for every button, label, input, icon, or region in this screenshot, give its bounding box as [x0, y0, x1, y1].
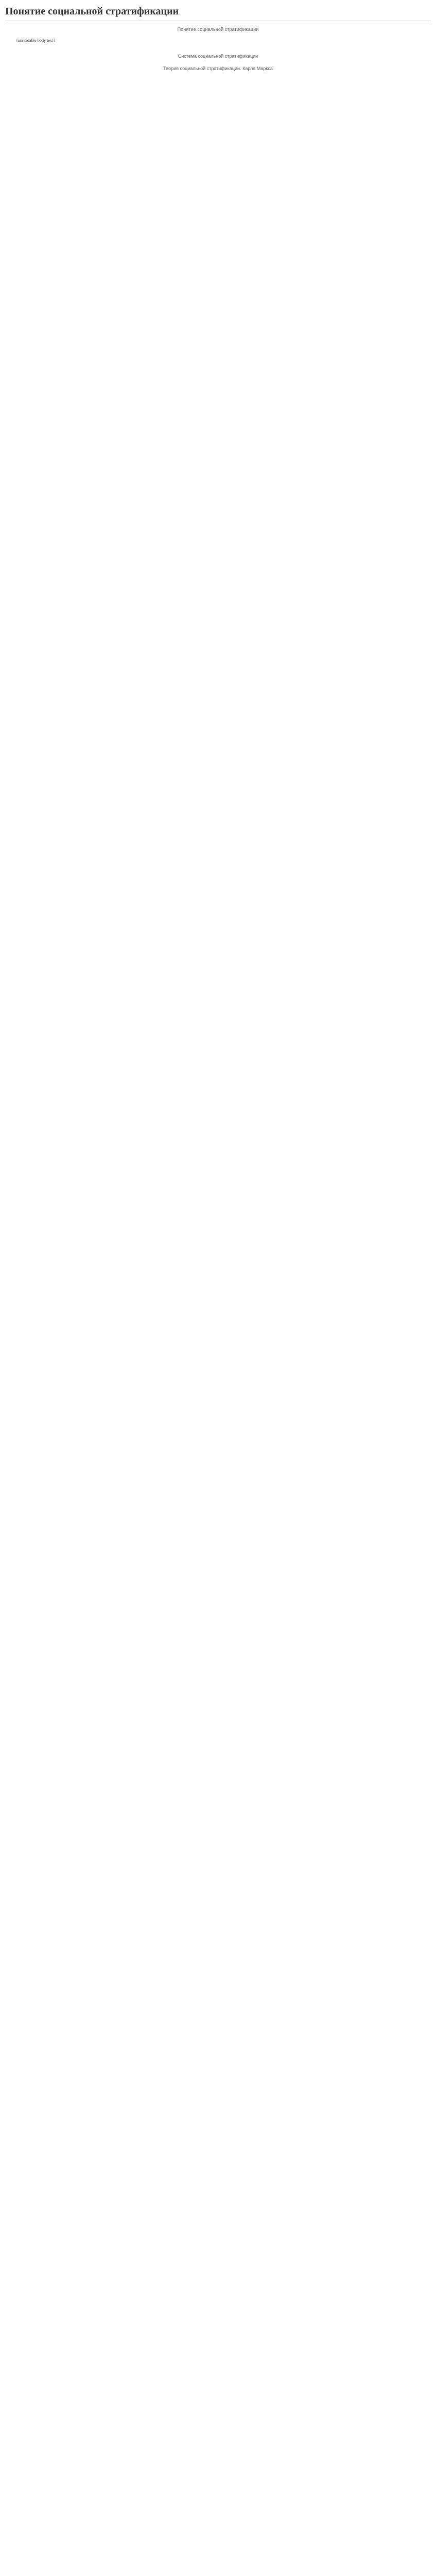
section-caption-3: Теория социальной стратификации. Карла Маркса	[163, 66, 273, 72]
paragraph: [unreadable body text]	[16, 38, 55, 43]
page-title: Понятие социальной стратификации	[5, 5, 431, 21]
section-caption-1: Понятие социальной стратификации	[177, 27, 259, 32]
bottom-pad	[5, 77, 431, 79]
article-body	[5, 38, 431, 47]
section-caption-2: Система социальной стратификации	[178, 54, 258, 59]
